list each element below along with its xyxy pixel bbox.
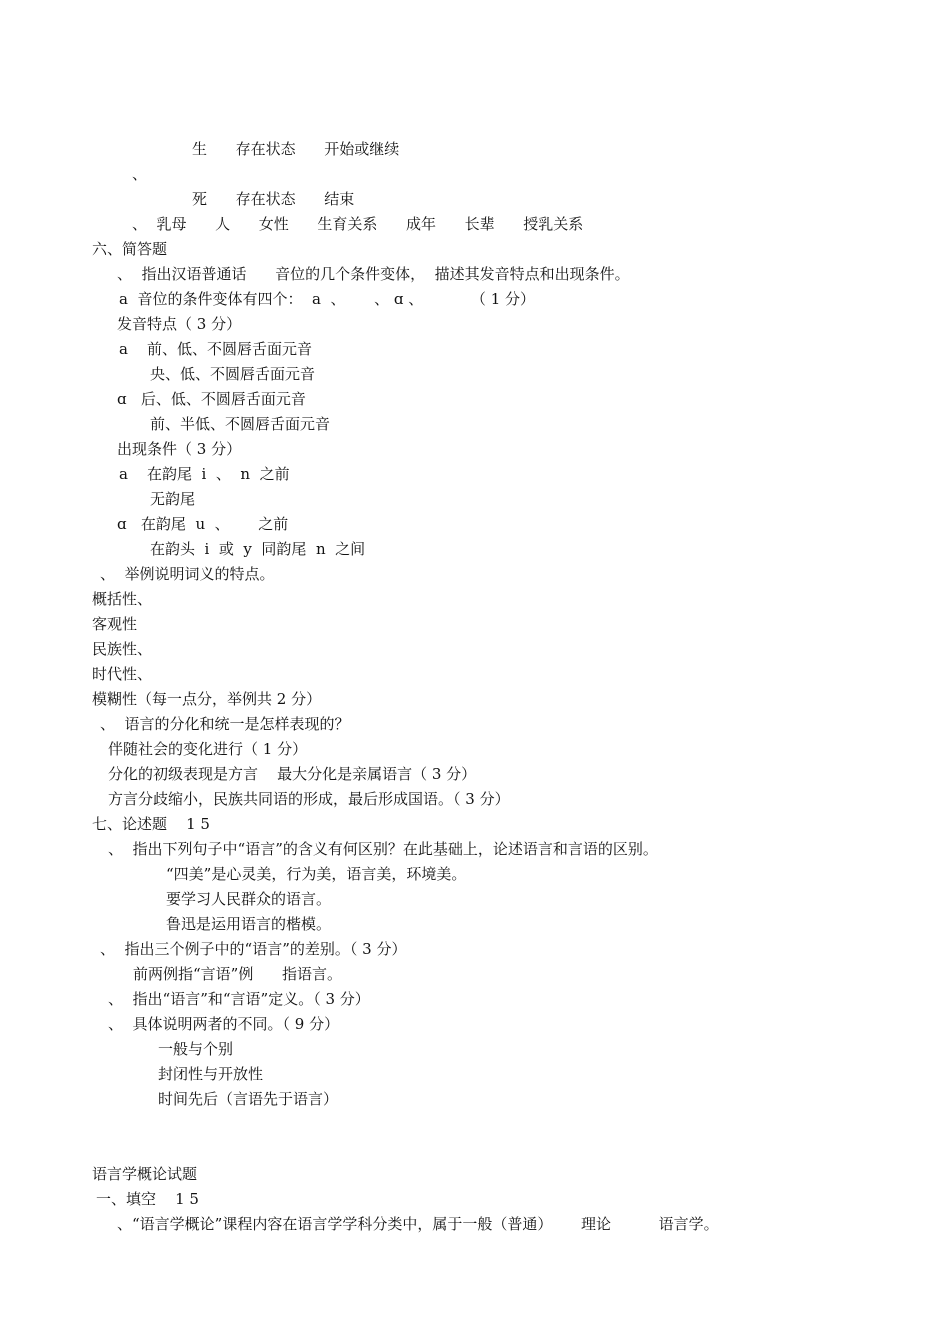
text-line: 模糊性（每一点分，举例共 2 分） (92, 690, 322, 708)
text-line: 民族性、 (92, 640, 153, 658)
text-line: 发音特点（ 3 分） (117, 315, 242, 333)
text-line: 分化的初级表现是方言 最大分化是亲属语言（ 3 分） (108, 765, 477, 783)
text-line: 封闭性与开放性 (158, 1065, 264, 1083)
text-line: 一般与个别 (158, 1040, 234, 1058)
text-line: 央、低、不圆唇舌面元音 (150, 365, 316, 383)
section-heading: 六、简答题 (92, 240, 168, 258)
section-heading: 七、论述题 1 5 (92, 815, 210, 833)
text-line: 、 指出“语言”和“言语”定义。（ 3 分） (108, 990, 370, 1008)
text-line: 、 语言的分化和统一是怎样表现的？ (100, 715, 350, 733)
text-line: 、 指出汉语普通话 音位的几个条件变体， 描述其发音特点和出现条件。 (117, 265, 630, 283)
text-line: a 在韵尾 i 、 n 之前 (119, 465, 290, 483)
text-line: 、 指出三个例子中的“语言”的差别。（ 3 分） (100, 940, 407, 958)
text-line: 在韵头 i 或 y 同韵尾 n 之间 (150, 540, 366, 558)
text-line: 、 举例说明词义的特点。 (100, 565, 275, 583)
text-line: 无韵尾 (150, 490, 196, 508)
text-line: 概括性、 (92, 590, 153, 608)
text-line: 时代性、 (92, 665, 153, 683)
text-line: 、 乳母 人 女性 生育关系 成年 长辈 授乳关系 (132, 215, 584, 233)
text-line: 、“语言学概论”课程内容在语言学学科分类中，属于一般（普通） 理论 语言学。 (117, 1215, 719, 1233)
text-line: 前、半低、不圆唇舌面元音 (150, 415, 331, 433)
text-line: 死 存在状态 结束 (192, 190, 355, 208)
text-line: a 音位的条件变体有四个： a 、 、 ɑ 、 （ 1 分） (119, 290, 536, 308)
text-line: 鲁迅是运用语言的楷模。 (166, 915, 332, 933)
text-line: 出现条件（ 3 分） (117, 440, 242, 458)
text-line: 要学习人民群众的语言。 (166, 890, 332, 908)
text-line: a 前、低、不圆唇舌面元音 (119, 340, 313, 358)
text-line: “四美”是心灵美，行为美，语言美，环境美。 (166, 865, 467, 883)
section-heading: 一、填空 1 5 (96, 1190, 199, 1208)
text-line: ɑ 在韵尾 u 、 之前 (117, 515, 289, 533)
text-line: 、 具体说明两者的不同。（ 9 分） (108, 1015, 340, 1033)
document-title: 语言学概论试题 (92, 1165, 198, 1183)
text-line: 客观性 (92, 615, 138, 633)
text-line: 生 存在状态 开始或继续 (192, 140, 400, 158)
text-line: 时间先后（言语先于语言） (158, 1090, 339, 1108)
text-line: 、 (132, 165, 148, 183)
text-line: ɑ 后、低、不圆唇舌面元音 (117, 390, 306, 408)
text-line: 、 指出下列句子中“语言”的含义有何区别？在此基础上，论述语言和言语的区别。 (108, 840, 658, 858)
text-line: 方言分歧缩小，民族共同语的形成，最后形成国语。（ 3 分） (108, 790, 510, 808)
text-line: 前两例指“言语”例 指语言。 (133, 965, 342, 983)
text-line: 伴随社会的变化进行（ 1 分） (108, 740, 308, 758)
